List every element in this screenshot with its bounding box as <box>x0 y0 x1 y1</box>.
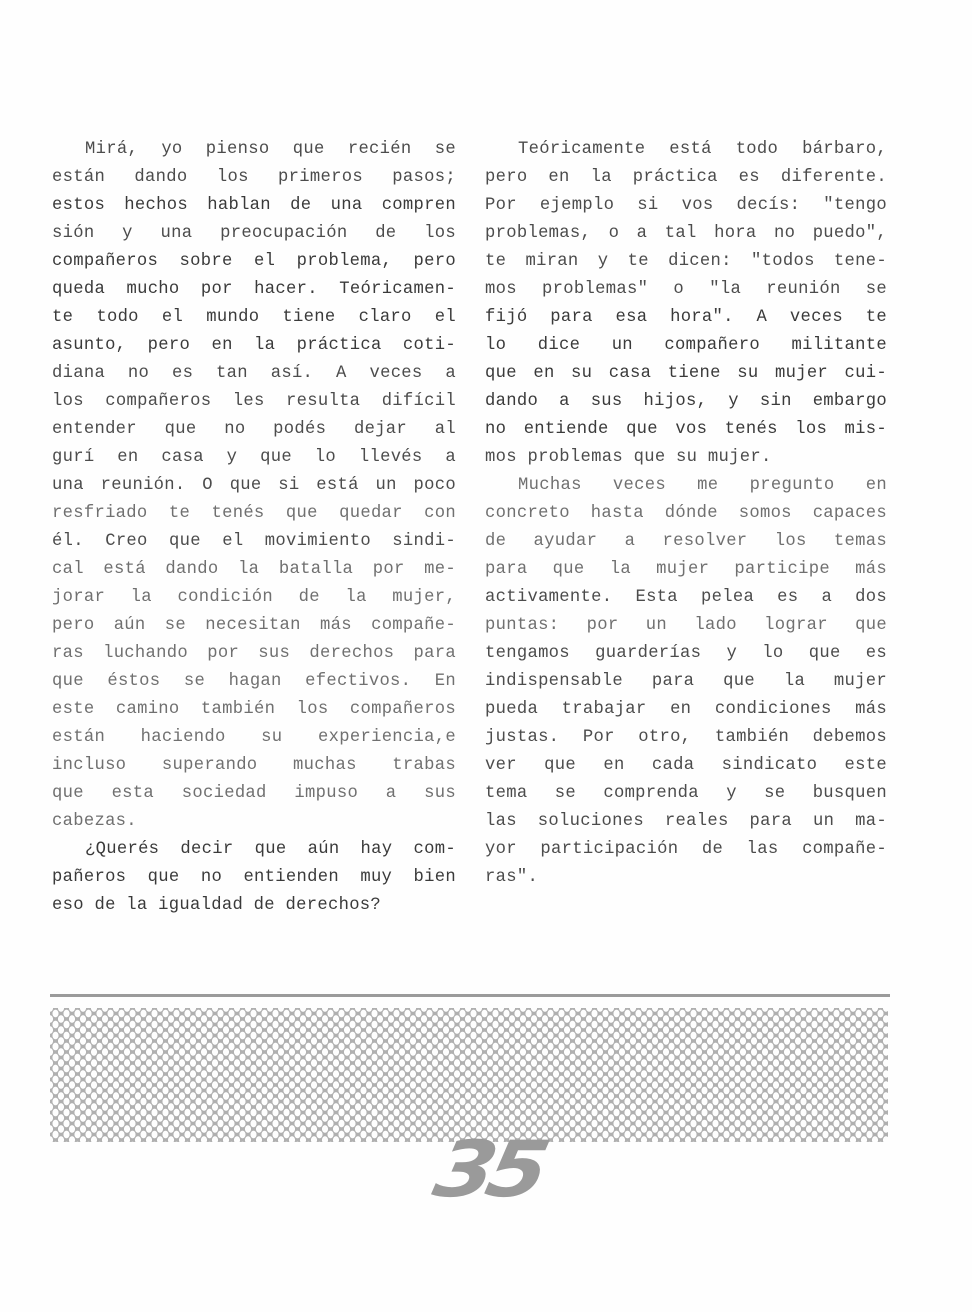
text-line: cabezas. <box>52 812 137 831</box>
text-line: te miran y te dicen: "todos tene- <box>485 252 887 271</box>
text-line: yor participación de las compañe- <box>485 840 887 859</box>
page-number: 35 <box>426 1125 550 1215</box>
text-line: las soluciones reales para un ma- <box>485 812 887 831</box>
text-line: estos hechos hablan de una compren <box>52 196 456 215</box>
text-line: entender que no podés dejar al <box>52 420 456 439</box>
text-line: Por ejemplo si vos decís: "tengo <box>485 196 887 215</box>
right-text-column <box>485 136 887 892</box>
text-line: queda mucho por hacer. Teóricamen- <box>52 280 456 299</box>
text-line: están haciendo su experiencia,e <box>52 728 456 747</box>
text-line: sión y una preocupación de los <box>52 224 456 243</box>
text-line: de ayudar a resolver los temas <box>485 532 887 551</box>
text-line: resfriado te tenés que quedar con <box>52 504 456 523</box>
text-line: Mirá, yo pienso que recién se <box>85 140 456 159</box>
text-line: fijó para esa hora". A veces te <box>485 308 887 327</box>
text-line: dando a sus hijos, y sin embargo <box>485 392 887 411</box>
text-line: cal está dando la batalla por me- <box>52 560 456 579</box>
question-line: ¿Querés decir que aún hay com- <box>85 840 456 859</box>
text-line: él. Creo que el movimiento sindi- <box>52 532 456 551</box>
text-line: te todo el mundo tiene claro el <box>52 308 456 327</box>
text-line: asunto, pero en la práctica coti- <box>52 336 456 355</box>
text-line: que esta sociedad impuso a sus <box>52 784 456 803</box>
text-line: concreto hasta dónde somos capaces <box>485 504 887 523</box>
text-line: no entiende que vos tenés los mis- <box>485 420 887 439</box>
horizontal-rule <box>50 994 890 997</box>
text-line: pueda trabajar en condiciones más <box>485 700 887 719</box>
left-text-column <box>52 136 456 920</box>
text-line: justas. Por otro, también debemos <box>485 728 887 747</box>
text-line: tema se comprenda y se busquen <box>485 784 887 803</box>
halftone-band <box>50 1008 888 1142</box>
text-line: jorar la condición de la mujer, <box>52 588 456 607</box>
text-line: compañeros sobre el problema, pero <box>52 252 456 271</box>
text-line: los compañeros les resulta difícil <box>52 392 456 411</box>
text-line: ras luchando por sus derechos para <box>52 644 456 663</box>
text-line: puntas: por un lado lograr que <box>485 616 887 635</box>
text-line: pero en la práctica es diferente. <box>485 168 887 187</box>
text-line: tengamos guarderías y lo que es <box>485 644 887 663</box>
text-line: mos problemas" o "la reunión se <box>485 280 887 299</box>
text-line: una reunión. O que si está un poco <box>52 476 456 495</box>
question-line: pañeros que no entienden muy bien <box>52 868 456 887</box>
text-line: Teóricamente está todo bárbaro, <box>518 140 887 159</box>
text-line: incluso superando muchas trabas <box>52 756 456 775</box>
text-line: que éstos se hagan efectivos. En <box>52 672 456 691</box>
text-line: ver que en cada sindicato este <box>485 756 887 775</box>
text-line: lo dice un compañero militante <box>485 336 887 355</box>
text-line: activamente. Esta pelea es a dos <box>485 588 887 607</box>
text-line: ras". <box>485 868 539 887</box>
text-line: pero aún se necesitan más compañe- <box>52 616 456 635</box>
text-line: diana no es tan así. A veces a <box>52 364 456 383</box>
text-line: que en su casa tiene su mujer cui- <box>485 364 887 383</box>
text-line: mos problemas que su mujer. <box>485 448 772 467</box>
text-line: están dando los primeros pasos; <box>52 168 456 187</box>
text-line: gurí en casa y que lo llevés a <box>52 448 456 467</box>
text-line: este camino también los compañeros <box>52 700 456 719</box>
question-line: eso de la igualdad de derechos? <box>52 896 382 915</box>
text-line: problemas, o a tal hora no puedo", <box>485 224 887 243</box>
text-line: Muchas veces me pregunto en <box>518 476 887 495</box>
text-line: indispensable para que la mujer <box>485 672 887 691</box>
text-line: para que la mujer participe más <box>485 560 887 579</box>
